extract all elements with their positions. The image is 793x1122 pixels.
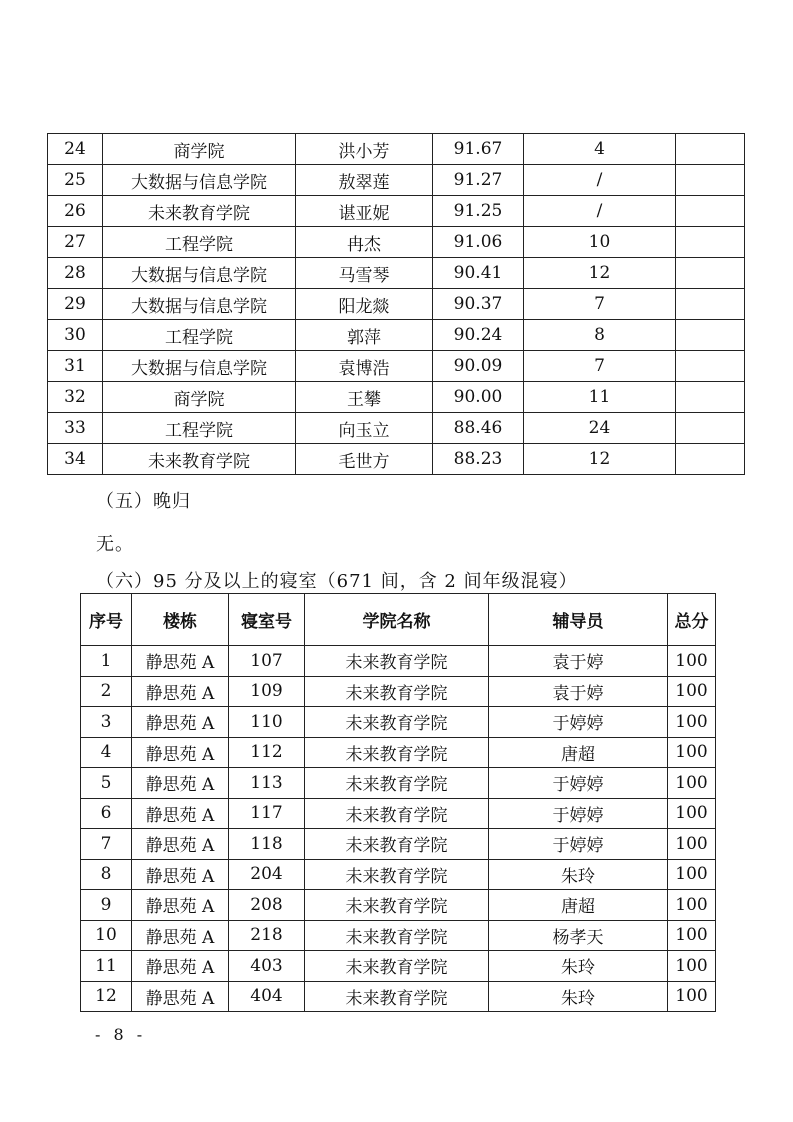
cell-index: 10 <box>81 920 132 951</box>
cell-score: 90.09 <box>433 351 524 382</box>
cell-counselor: 于婷婷 <box>489 707 668 738</box>
table-row <box>81 676 716 707</box>
cell-room: 112 <box>229 737 305 768</box>
cell-building: 静思苑 A <box>132 646 229 677</box>
cell-note <box>676 165 745 196</box>
cell-name: 王攀 <box>296 382 433 413</box>
cell-total: 100 <box>668 646 716 677</box>
cell-total: 100 <box>668 707 716 738</box>
cell-note <box>676 196 745 227</box>
cell-name: 阳龙燚 <box>296 289 433 320</box>
table-row <box>81 981 716 1012</box>
cell-index: 4 <box>81 737 132 768</box>
cell-room: 117 <box>229 798 305 829</box>
cell-total: 100 <box>668 981 716 1012</box>
cell-score: 90.00 <box>433 382 524 413</box>
table-row <box>81 890 716 921</box>
cell-building: 静思苑 A <box>132 768 229 799</box>
cell-college: 工程学院 <box>103 320 296 351</box>
cell-count: 11 <box>524 382 676 413</box>
cell-name: 敖翠莲 <box>296 165 433 196</box>
cell-total: 100 <box>668 920 716 951</box>
cell-count: 8 <box>524 320 676 351</box>
cell-counselor: 于婷婷 <box>489 829 668 860</box>
cell-rank: 32 <box>48 382 103 413</box>
section-heading-high-score-dorms: （六）95 分及以上的寝室（671 间，含 2 间年级混寝） <box>96 571 578 592</box>
cell-college: 未来教育学院 <box>305 981 489 1012</box>
cell-name: 毛世方 <box>296 444 433 475</box>
cell-counselor: 于婷婷 <box>489 768 668 799</box>
cell-note <box>676 382 745 413</box>
cell-score: 90.24 <box>433 320 524 351</box>
cell-building: 静思苑 A <box>132 981 229 1012</box>
cell-score: 88.23 <box>433 444 524 475</box>
cell-counselor: 唐超 <box>489 890 668 921</box>
cell-rank: 26 <box>48 196 103 227</box>
cell-building: 静思苑 A <box>132 951 229 982</box>
page-number: - 8 - <box>95 1025 147 1044</box>
cell-counselor: 袁于婷 <box>489 676 668 707</box>
cell-college: 工程学院 <box>103 227 296 258</box>
cell-count: 12 <box>524 444 676 475</box>
header-index: 序号 <box>81 594 132 646</box>
cell-count: 4 <box>524 134 676 165</box>
cell-name: 冉杰 <box>296 227 433 258</box>
cell-room: 118 <box>229 829 305 860</box>
dorm-score-table <box>80 593 716 1012</box>
cell-room: 218 <box>229 920 305 951</box>
cell-college: 未来教育学院 <box>305 798 489 829</box>
cell-name: 袁博浩 <box>296 351 433 382</box>
cell-building: 静思苑 A <box>132 676 229 707</box>
cell-counselor: 于婷婷 <box>489 798 668 829</box>
cell-college: 大数据与信息学院 <box>103 289 296 320</box>
cell-building: 静思苑 A <box>132 798 229 829</box>
table-row <box>48 289 745 320</box>
cell-name: 洪小芳 <box>296 134 433 165</box>
header-room: 寝室号 <box>229 594 305 646</box>
cell-rank: 28 <box>48 258 103 289</box>
cell-note <box>676 289 745 320</box>
table-row <box>48 227 745 258</box>
cell-name: 向玉立 <box>296 413 433 444</box>
cell-college: 未来教育学院 <box>305 920 489 951</box>
cell-total: 100 <box>668 798 716 829</box>
cell-college: 未来教育学院 <box>305 890 489 921</box>
header-building: 楼栋 <box>132 594 229 646</box>
table-header-row <box>81 594 716 646</box>
cell-building: 静思苑 A <box>132 707 229 738</box>
table-row <box>81 829 716 860</box>
cell-college: 未来教育学院 <box>305 859 489 890</box>
table-row <box>48 444 745 475</box>
cell-college: 工程学院 <box>103 413 296 444</box>
cell-index: 5 <box>81 768 132 799</box>
table-row <box>81 798 716 829</box>
cell-score: 91.25 <box>433 196 524 227</box>
table-row <box>81 920 716 951</box>
cell-college: 未来教育学院 <box>305 829 489 860</box>
cell-score: 90.37 <box>433 289 524 320</box>
cell-room: 404 <box>229 981 305 1012</box>
cell-college: 未来教育学院 <box>305 737 489 768</box>
table-row <box>48 134 745 165</box>
header-counselor: 辅导员 <box>489 594 668 646</box>
cell-score: 91.06 <box>433 227 524 258</box>
cell-counselor: 朱玲 <box>489 981 668 1012</box>
cell-building: 静思苑 A <box>132 920 229 951</box>
cell-count: 7 <box>524 351 676 382</box>
cell-college: 未来教育学院 <box>305 707 489 738</box>
table-row <box>81 737 716 768</box>
cell-building: 静思苑 A <box>132 890 229 921</box>
cell-total: 100 <box>668 737 716 768</box>
table-row <box>81 768 716 799</box>
cell-counselor: 朱玲 <box>489 859 668 890</box>
cell-rank: 34 <box>48 444 103 475</box>
cell-index: 11 <box>81 951 132 982</box>
cell-counselor: 袁于婷 <box>489 646 668 677</box>
cell-count: 10 <box>524 227 676 258</box>
cell-college: 未来教育学院 <box>305 768 489 799</box>
cell-index: 2 <box>81 676 132 707</box>
cell-index: 12 <box>81 981 132 1012</box>
cell-rank: 27 <box>48 227 103 258</box>
cell-count: / <box>524 196 676 227</box>
ranking-table-continued <box>47 133 745 475</box>
cell-index: 7 <box>81 829 132 860</box>
cell-note <box>676 258 745 289</box>
table-row <box>48 382 745 413</box>
cell-score: 88.46 <box>433 413 524 444</box>
cell-rank: 31 <box>48 351 103 382</box>
cell-rank: 29 <box>48 289 103 320</box>
table-row <box>48 351 745 382</box>
cell-name: 马雪琴 <box>296 258 433 289</box>
header-total: 总分 <box>668 594 716 646</box>
cell-building: 静思苑 A <box>132 829 229 860</box>
dorm-table-body <box>81 646 716 1012</box>
cell-counselor: 朱玲 <box>489 951 668 982</box>
cell-note <box>676 320 745 351</box>
cell-college: 大数据与信息学院 <box>103 351 296 382</box>
cell-total: 100 <box>668 768 716 799</box>
cell-room: 107 <box>229 646 305 677</box>
table-row <box>81 646 716 677</box>
cell-note <box>676 413 745 444</box>
cell-college: 未来教育学院 <box>305 951 489 982</box>
cell-rank: 24 <box>48 134 103 165</box>
cell-score: 91.27 <box>433 165 524 196</box>
cell-counselor: 杨孝天 <box>489 920 668 951</box>
section-heading-late-return: （五）晚归 <box>96 491 191 512</box>
cell-note <box>676 134 745 165</box>
table-row <box>48 258 745 289</box>
cell-rank: 33 <box>48 413 103 444</box>
cell-college: 大数据与信息学院 <box>103 165 296 196</box>
table-row <box>48 413 745 444</box>
cell-index: 3 <box>81 707 132 738</box>
cell-college: 未来教育学院 <box>103 444 296 475</box>
cell-total: 100 <box>668 951 716 982</box>
table-row <box>81 951 716 982</box>
table-row <box>48 165 745 196</box>
cell-name: 郭萍 <box>296 320 433 351</box>
cell-building: 静思苑 A <box>132 737 229 768</box>
cell-rank: 30 <box>48 320 103 351</box>
cell-room: 109 <box>229 676 305 707</box>
cell-index: 1 <box>81 646 132 677</box>
cell-note <box>676 227 745 258</box>
cell-count: / <box>524 165 676 196</box>
section-body-none: 无。 <box>96 534 134 555</box>
cell-index: 6 <box>81 798 132 829</box>
table-row <box>81 859 716 890</box>
cell-count: 7 <box>524 289 676 320</box>
cell-index: 8 <box>81 859 132 890</box>
table-row <box>48 320 745 351</box>
cell-room: 403 <box>229 951 305 982</box>
header-college: 学院名称 <box>305 594 489 646</box>
cell-total: 100 <box>668 859 716 890</box>
cell-count: 12 <box>524 258 676 289</box>
cell-name: 谌亚妮 <box>296 196 433 227</box>
cell-room: 204 <box>229 859 305 890</box>
cell-college: 大数据与信息学院 <box>103 258 296 289</box>
cell-count: 24 <box>524 413 676 444</box>
ranking-table-body <box>48 134 745 475</box>
cell-counselor: 唐超 <box>489 737 668 768</box>
cell-building: 静思苑 A <box>132 859 229 890</box>
cell-score: 91.67 <box>433 134 524 165</box>
cell-college: 未来教育学院 <box>103 196 296 227</box>
cell-college: 商学院 <box>103 134 296 165</box>
cell-index: 9 <box>81 890 132 921</box>
cell-college: 商学院 <box>103 382 296 413</box>
cell-rank: 25 <box>48 165 103 196</box>
cell-total: 100 <box>668 676 716 707</box>
cell-note <box>676 444 745 475</box>
cell-score: 90.41 <box>433 258 524 289</box>
cell-room: 110 <box>229 707 305 738</box>
table-row <box>48 196 745 227</box>
table-row <box>81 707 716 738</box>
cell-room: 208 <box>229 890 305 921</box>
cell-total: 100 <box>668 890 716 921</box>
cell-college: 未来教育学院 <box>305 676 489 707</box>
cell-note <box>676 351 745 382</box>
cell-college: 未来教育学院 <box>305 646 489 677</box>
cell-total: 100 <box>668 829 716 860</box>
cell-room: 113 <box>229 768 305 799</box>
